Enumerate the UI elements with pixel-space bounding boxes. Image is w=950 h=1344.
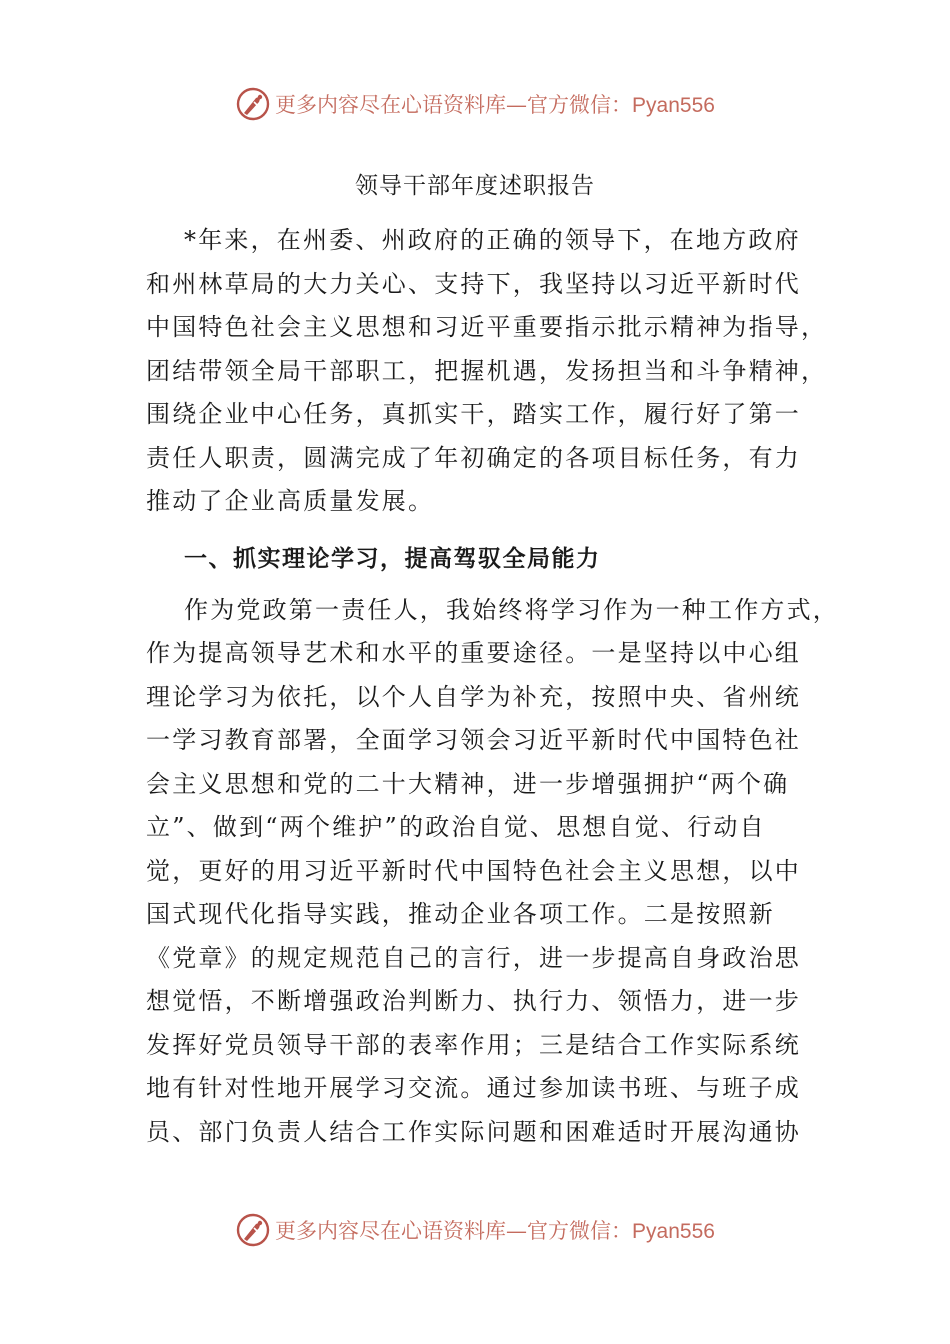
text-line: 会主义思想和党的二十大精神，进一步增强拥护“两个确: [146, 769, 790, 798]
watermark-text: 更多内容尽在心语资料库—官方微信：Pyan556: [275, 93, 715, 117]
intro-paragraph: [146, 219, 828, 524]
text-line: 员、部门负责人结合工作实际问题和困难适时开展沟通协: [146, 1117, 801, 1146]
text-line: 团结带领全局干部职工，把握机遇，发扬担当和斗争精神，: [146, 356, 828, 385]
text-line: 立”、做到“两个维护”的政治自觉、思想自觉、行动自: [146, 813, 766, 841]
document-title: 领导干部年度述职报告: [355, 173, 595, 199]
text-line: 《党章》的规定规范自己的言行，进一步提高自身政治思: [146, 943, 801, 972]
document-body: [146, 219, 839, 1154]
text-line: 推动了企业高质量发展。: [146, 487, 435, 515]
pen-nib-logo-icon: [235, 1212, 271, 1248]
watermark-wechat-id: Pyan556: [632, 1220, 715, 1243]
text-line: 责任人职责，圆满完成了年初确定的各项目标任务，有力: [146, 443, 801, 472]
text-line: 中国特色社会主义思想和习近平重要指示批示精神为指导，: [146, 313, 828, 341]
section-heading: 一、抓实理论学习，提高驾驭全局能力: [184, 545, 601, 572]
watermark-banner-bottom: [0, 1208, 950, 1252]
text-line: 理论学习为依托，以个人自学为补充，按照中央、省州统: [146, 682, 801, 711]
text-line: 国式现代化指导实践，推动企业各项工作。二是按照新: [146, 900, 775, 928]
text-line: 作为提高领导艺术和水平的重要途径。一是坚持以中心组: [146, 639, 801, 667]
text-line: 发挥好党员领导干部的表率作用；三是结合工作实际系统: [146, 1030, 801, 1059]
pen-nib-logo-icon: [235, 86, 271, 122]
text-line: 作为党政第一责任人，我始终将学习作为一种工作方式，: [184, 595, 839, 624]
text-line: 一学习教育部署，全面学习领会习近平新时代中国特色社: [146, 726, 801, 754]
watermark-text: 更多内容尽在心语资料库—官方微信：Pyan556: [275, 1219, 715, 1243]
text-line: 觉，更好的用习近平新时代中国特色社会主义思想，以中: [146, 856, 801, 885]
text-line: *年来，在州委、州政府的正确的领导下，在地方政府: [184, 226, 801, 254]
watermark-wechat-id: Pyan556: [632, 94, 715, 117]
text-line: 和州林草局的大力关心、支持下，我坚持以习近平新时代: [146, 269, 801, 298]
text-line: 地有针对性地开展学习交流。通过参加读书班、与班子成: [146, 1074, 801, 1102]
watermark-banner-top: [0, 82, 950, 126]
text-line: 想觉悟，不断增强政治判断力、执行力、领悟力，进一步: [146, 987, 801, 1015]
text-line: 围绕企业中心任务，真抓实干，踏实工作，履行好了第一: [146, 400, 801, 428]
section-paragraph: [146, 589, 839, 1155]
